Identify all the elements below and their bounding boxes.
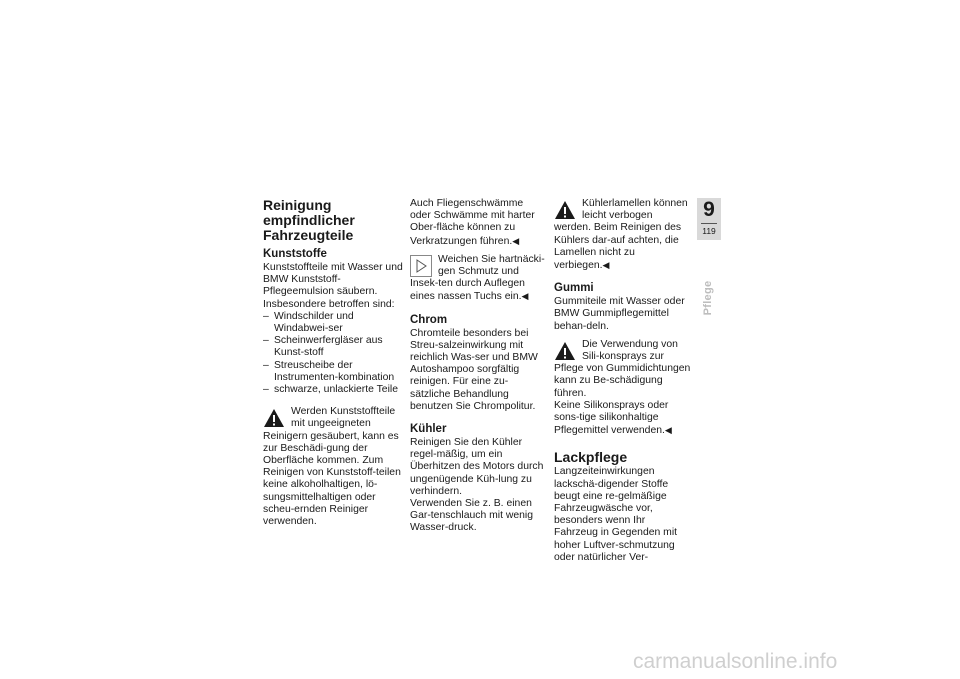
fliegen-text: Auch Fliegenschwämme oder Schwämme mit harter Ober-fläche können zu Verkratzungen führen.◀ [410, 198, 535, 247]
warning-icon [263, 407, 285, 429]
end-mark: ◀ [664, 425, 672, 436]
watermark: carmanualsonline.info [633, 650, 838, 673]
end-mark: ◀ [602, 260, 610, 271]
warning-icon [554, 199, 576, 221]
chrom-text: Chromteile besonders bei Streu-salzeinwirkung mit reichlich Was-ser und BMW Autoshampoo sorgfältig reinigen. Für eine zu-sätzliche Behandlung benutzen Sie Chrompolitur. [410, 327, 538, 412]
chapter-name: Pflege [702, 280, 714, 316]
gummi-warning [554, 339, 692, 400]
chrom-heading: Chrom [410, 313, 448, 326]
chapter-side-label [700, 278, 716, 318]
kuehler-heading: Kühler [410, 423, 447, 436]
end-mark: ◀ [521, 291, 529, 302]
gummi-heading: Gummi [554, 282, 594, 295]
kuehler-text-2: Verwenden Sie z. B. einen Gar-tenschlauch mit wenig Wasser-druck. [410, 498, 534, 534]
kunststoffe-warning [263, 406, 403, 528]
kunststoffe-list [263, 311, 403, 396]
page-number: 119 [702, 226, 716, 236]
kuehler-warning [554, 198, 692, 272]
kunststoffe-heading: Kunststoffe [263, 248, 327, 260]
column-1 [263, 198, 403, 528]
tip-icon [410, 255, 432, 277]
list-item: – schwarze, unlackierte Teile [263, 384, 403, 396]
end-mark: ◀ [512, 235, 520, 246]
list-item: – Windschilder und Windabwei-ser [263, 311, 403, 335]
kuehler-text-1: Reinigen Sie den Kühler regel-mäßig, um ein Überhitzen des Motors durch ungenügende Küh-lung zu verhindern. [410, 437, 544, 497]
warning-text: Werden Kunststoffteile mit ungeeigneten Reinigern gesäubert, kann es zur Beschädi-gung der Oberfläche kommen. Zum Reinigen von Kunststoff-teilen keine alkoholhaltigen, lö-sungsmittelhaltigen oder scheu-ernden Reiniger verwenden. [263, 406, 401, 528]
divider [701, 223, 717, 224]
warning-icon [554, 340, 576, 362]
chapter-number: 9 [703, 198, 715, 221]
section-title: Reinigung empfindlicher Fahrzeugteile [263, 197, 355, 243]
gummi-warning-2: Keine Silikonsprays oder sons-tige silikonhaltige Pflegemittel verwenden.◀ [554, 399, 672, 437]
list-item: – Scheinwerfergläser aus Kunst-stoff [263, 335, 403, 359]
column-3 [554, 198, 692, 564]
lack-heading: Lackpflege [554, 449, 628, 466]
tipp-text: Weichen Sie hartnäcki-gen Schmutz und Insek-ten durch Auflegen eines nassen Tuchs ein. [410, 253, 545, 303]
lack-text: Langzeiteinwirkungen lackschä-digender Stoffe beugt eine re-gelmäßige Fahrzeugwäsche vor, besonders wenn Ihr Fahrzeug in Gegenden mit hoher Luftver-schmutzung oder natürlicher Ver- [554, 466, 678, 563]
list-item: – Streuscheibe der Instrumenten-kombination [263, 360, 403, 384]
column-2 [410, 198, 545, 535]
tipp-note [410, 254, 545, 304]
kunststoffe-intro: Kunststoffteile mit Wasser und BMW Kunststoff-Pflegeemulsion säubern. Insbesondere betroffen sind: [263, 262, 403, 310]
chapter-tab [697, 198, 721, 240]
warning-text: Die Verwendung von Sili-konsprays zur Pflege von Gummidichtungen kann zu Be-schädigung führen. [554, 338, 691, 399]
gummi-text: Gummiteile mit Wasser oder BMW Gummipflegemittel behan-deln. [554, 296, 685, 332]
warning-text: Kühlerlamellen können leicht verbogen werden. Beim Reinigen des Kühlers dar-auf achten, die Lamellen nicht zu verbiegen. [554, 198, 688, 272]
